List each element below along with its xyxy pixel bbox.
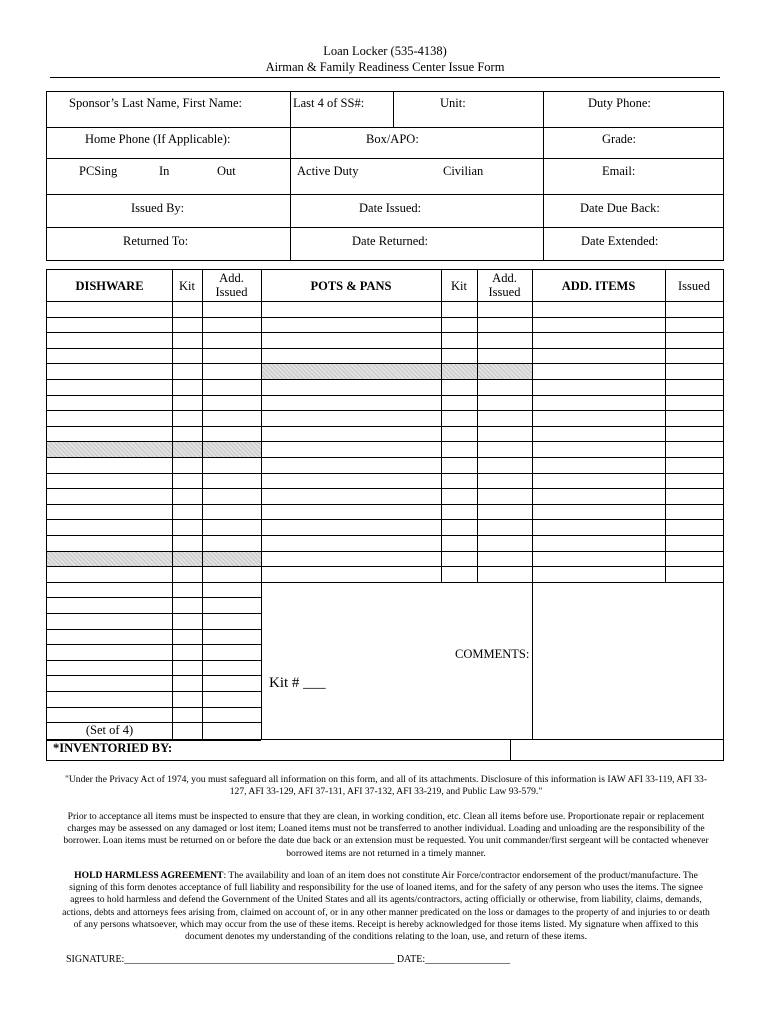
add-issued-cell[interactable] [202, 317, 261, 333]
issued-cell[interactable] [665, 348, 723, 364]
add-issued-cell[interactable] [477, 333, 532, 349]
issued-cell[interactable] [665, 333, 723, 349]
grade-field[interactable] [544, 128, 724, 158]
email-label: Email: [602, 164, 636, 178]
add-issued-cell[interactable] [202, 473, 261, 489]
hold-harmless-agreement [62, 870, 710, 943]
add-issued-cell[interactable] [202, 676, 261, 692]
hold-harmless-title: HOLD HARMLESS AGREEMENT [74, 870, 224, 881]
issued-cell[interactable] [665, 317, 723, 333]
returned-to-label: Returned To: [123, 234, 189, 248]
date-returned-label: Date Returned: [352, 234, 429, 248]
form-subtitle: Airman & Family Readiness Center Issue Form [265, 60, 505, 74]
status-field [291, 159, 544, 194]
add-issued-cell[interactable] [202, 707, 261, 723]
home-phone-label: Home Phone (If Applicable): [85, 132, 231, 146]
add-issued-cell[interactable] [477, 411, 532, 427]
box-apo-field[interactable] [291, 128, 544, 158]
inventoried-col-line [510, 739, 511, 760]
add-issued-cell[interactable] [202, 582, 261, 598]
kit-number-label: Kit # ___ [269, 675, 326, 691]
info-row-1 [47, 92, 723, 128]
pcs-field [47, 159, 291, 194]
add-issued-cell[interactable] [477, 380, 532, 396]
date-issued-label: Date Issued: [359, 201, 422, 215]
add-issued-cell[interactable] [477, 520, 532, 536]
add-issued-cell[interactable] [202, 660, 261, 676]
kit-header-2: Kit [451, 279, 467, 293]
pcs-in-option[interactable]: In [159, 164, 170, 178]
add-issued-cell[interactable] [202, 629, 261, 645]
date-returned-field[interactable] [291, 228, 544, 260]
info-row-3 [47, 159, 723, 195]
info-row-2 [47, 128, 723, 159]
add-header-1: Add. [219, 271, 244, 285]
add-items-header: ADD. ITEMS [561, 279, 636, 293]
signature-line[interactable]: SIGNATURE:______________________________________________________ DATE:_________________ [66, 954, 511, 965]
form-title: Loan Locker (535-4138) [323, 44, 447, 58]
sponsor-label: Sponsor’s Last Name, First Name: [69, 96, 243, 110]
grade-label: Grade: [602, 132, 637, 146]
privacy-act-notice: "Under the Privacy Act of 1974, you must safeguard all information on this form, and all of its attachments. Disclosure of this information is IAW AFI 33-119, AFI 33-127, AFI 33-129, AFI 37-131, AFI 37-132, AFI 33-219, and Public Law 93-579." [64, 774, 708, 798]
date-extended-label: Date Extended: [581, 234, 659, 248]
hold-harmless-body: : The availability and loan of an item does not constitute Air Force/contractor endorsement of the product/manufacture. The signing of this form denotes acceptance of full liability and responsibility for the use of loaned items, and for the safety of any person who uses the items. The signee agrees to hold harmless and defend the Government of the United States and all its agents/contractors, acting officially or otherwise, from liability, claims, demands, actions, debts and attorneys fees arising from, claimed on account of, or in any other manner predicated on the loss or damages to the property of and injuries to or death of any persons whatsoever, which may occur from the use of these items. Receipt is hereby acknowledged for those items listed. My signature when affixed to this document denotes my understanding of the conditions relating to the loan, use, and return of these items. [62, 870, 710, 943]
add-issued-cell[interactable] [202, 333, 261, 349]
add-issued-cell[interactable] [202, 426, 261, 442]
add-issued-cell[interactable] [202, 504, 261, 520]
sponsor-field[interactable] [47, 92, 291, 127]
add-issued-cell[interactable] [477, 536, 532, 552]
add-issued-cell[interactable] [477, 348, 532, 364]
add-issued-cell[interactable] [202, 395, 261, 411]
issued-header-2: Issued [488, 285, 521, 299]
add-issued-cell[interactable] [202, 645, 261, 661]
info-row-4 [47, 195, 723, 228]
issued-by-label: Issued By: [131, 201, 185, 215]
add-issued-cell[interactable] [477, 551, 532, 567]
info-row-5 [47, 228, 723, 260]
ssn-label: Last 4 of SS#: [293, 96, 365, 110]
issued-by-field[interactable] [47, 195, 291, 227]
add-issued-cell[interactable] [477, 364, 532, 380]
add-issued-cell[interactable] [202, 348, 261, 364]
items-grid [46, 269, 724, 761]
pots-pans-header: POTS & PANS [310, 279, 392, 293]
unit-label: Unit: [440, 96, 466, 110]
active-duty-option[interactable]: Active Duty [297, 164, 359, 178]
dishware-header: DISHWARE [75, 279, 144, 293]
add-issued-cell[interactable] [202, 536, 261, 552]
ssn-field[interactable] [291, 92, 394, 127]
borrower-info-table [46, 91, 724, 261]
add-issued-cell[interactable] [477, 458, 532, 474]
add-issued-cell[interactable] [477, 504, 532, 520]
unit-field[interactable] [394, 92, 544, 127]
date-due-back-field[interactable] [544, 195, 724, 227]
add-issued-cell[interactable] [202, 380, 261, 396]
box-apo-label: Box/APO: [366, 132, 419, 146]
date-extended-field[interactable] [544, 228, 724, 260]
add-issued-cell[interactable] [202, 442, 261, 458]
add-issued-cell[interactable] [202, 302, 261, 318]
issued-cell[interactable] [665, 302, 723, 318]
add-issued-cell[interactable] [202, 567, 261, 583]
add-issued-cell[interactable] [477, 473, 532, 489]
add-issued-cell[interactable] [202, 520, 261, 536]
add-issued-cell[interactable] [202, 411, 261, 427]
title-divider [50, 77, 720, 78]
inventoried-by-label: *INVENTORIED BY: [53, 741, 173, 755]
add-issued-cell[interactable] [477, 442, 532, 458]
email-field[interactable] [544, 159, 724, 194]
grid-col-line [172, 270, 173, 740]
civilian-option[interactable]: Civilian [443, 164, 484, 178]
issued-header-1: Issued [215, 285, 248, 299]
grid-row-line [261, 582, 723, 583]
pcsing-label[interactable]: PCSing [79, 164, 118, 178]
add-issued-cell[interactable] [202, 489, 261, 505]
add-header-2: Add. [492, 271, 517, 285]
grid-header-line [47, 301, 723, 302]
date-due-back-label: Date Due Back: [580, 201, 660, 215]
pcs-out-option[interactable]: Out [217, 164, 236, 178]
comments-label: COMMENTS: [455, 647, 530, 661]
add-issued-cell[interactable] [202, 692, 261, 708]
home-phone-field[interactable] [47, 128, 291, 158]
acceptance-terms: Prior to acceptance all items must be inspected to ensure that they are clean, in working condition, etc. Clean all items before use. Proportionate repair or replacement charges may be assessed on any damaged or lost item; Loaned items must not be transferred to another individual. Loading and unloading are the responsibility of the borrower. Loan items must be returned on or before the date due back or an extension must be requested. You unit commander/first sergeant will be contacted whenever borrowed items are not returned in a timely manner. [63, 811, 709, 859]
add-issued-cell[interactable] [477, 426, 532, 442]
duty-phone-field[interactable] [544, 92, 724, 127]
add-issued-cell[interactable] [477, 395, 532, 411]
add-issued-cell[interactable] [477, 302, 532, 318]
add-issued-cell[interactable] [202, 364, 261, 380]
add-issued-cell[interactable] [477, 317, 532, 333]
measuring-spoons-sub: (Set of 4) [85, 723, 134, 737]
duty-phone-label: Duty Phone: [588, 96, 651, 110]
add-issued-cell[interactable] [202, 614, 261, 630]
returned-to-field[interactable] [47, 228, 291, 260]
date-issued-field[interactable] [291, 195, 544, 227]
add-issued-cell[interactable] [477, 489, 532, 505]
add-issued-cell[interactable] [202, 458, 261, 474]
inventoried-line [47, 739, 723, 740]
add-issued-cell[interactable] [202, 598, 261, 614]
add-issued-cell[interactable] [202, 551, 261, 567]
kit-header-1: Kit [179, 279, 195, 293]
issued-header-3: Issued [678, 279, 710, 293]
